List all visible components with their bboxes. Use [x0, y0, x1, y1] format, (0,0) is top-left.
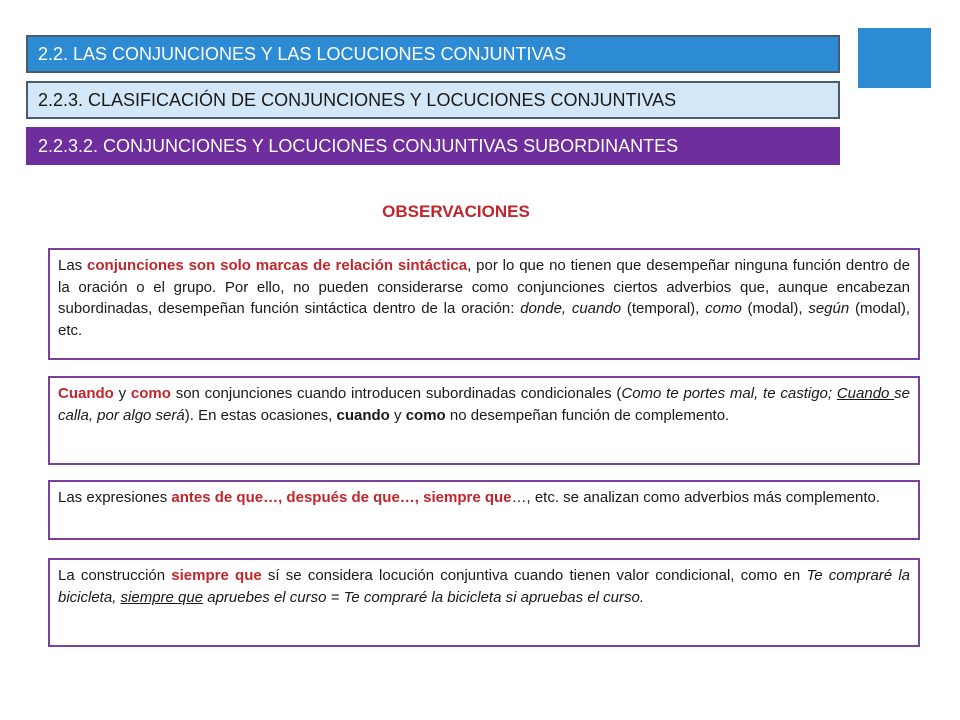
subsubsection-title-bar: 2.2.3.2. CONJUNCIONES Y LOCUCIONES CONJUNTIVAS SUBORDINANTES [26, 127, 840, 165]
bold-run: cuando [336, 406, 390, 424]
observation-text-1 [58, 255, 910, 341]
example-run: se calla, por algo será [58, 385, 910, 424]
example-run: apruebes el curso = Te compraré la bicicleta si apruebas el curso. [203, 588, 645, 606]
highlight-run: siempre que [171, 567, 262, 584]
example-run: como [705, 300, 742, 317]
highlight-run: antes de que…, después de que…, siempre que [171, 489, 512, 506]
highlight-run: conjunciones son solo marcas de relación sintáctica [87, 257, 468, 274]
text-run: Las [58, 257, 88, 274]
text-run: Las expresiones [58, 489, 172, 506]
text-run: (temporal), [621, 300, 706, 317]
observation-text-4 [58, 565, 910, 608]
text-run: ). En estas ocasiones, [184, 406, 337, 424]
observation-text-3 [58, 487, 910, 509]
observation-box-1 [48, 248, 920, 360]
text-run: no desempeñan función de complemento. [445, 406, 730, 424]
observation-box-2 [48, 376, 920, 465]
text-run: , por lo que no tienen que desempeñar ninguna función dentro de la oración o el grupo. Por ello, no pueden considerarse como conjunciones ciertos adverbios que, aunque encabezan subordinadas, desempeñan función sintáctica dentro de la oración: [58, 257, 910, 317]
text-run: son conjunciones cuando introducen subordinadas condicionales ( [170, 385, 622, 402]
accent-square [858, 28, 931, 88]
text-run: y [389, 406, 406, 424]
text-run: (modal), [741, 300, 809, 317]
underlined-example-run: siempre que [120, 588, 204, 606]
example-run: según [808, 300, 850, 317]
highlight-run: Cuando [58, 385, 114, 402]
observation-text-2 [58, 383, 910, 426]
text-run: (modal), etc. [58, 300, 910, 339]
example-run: Como te portes mal, te castigo; [621, 385, 837, 402]
observations-heading: OBSERVACIONES [382, 202, 530, 221]
example-run: Te compraré la bicicleta, [58, 567, 910, 606]
text-run: …, etc. se analizan como adverbios más complemento. [511, 489, 881, 506]
text-run: y [113, 385, 131, 402]
underlined-example-run: Cuando [836, 385, 895, 402]
text-run: La construcción [58, 567, 172, 584]
example-run: donde, cuando [520, 300, 622, 317]
bold-run: como [405, 406, 446, 424]
observation-box-3 [48, 480, 920, 540]
section-title-bar: 2.2. LAS CONJUNCIONES Y LAS LOCUCIONES CONJUNTIVAS [26, 35, 840, 73]
text-run: sí se considera locución conjuntiva cuando tienen valor condicional, como en [261, 567, 807, 584]
subsection-title-bar: 2.2.3. CLASIFICACIÓN DE CONJUNCIONES Y LOCUCIONES CONJUNTIVAS [26, 81, 840, 119]
highlight-run: como [130, 385, 171, 402]
observation-box-4 [48, 558, 920, 647]
